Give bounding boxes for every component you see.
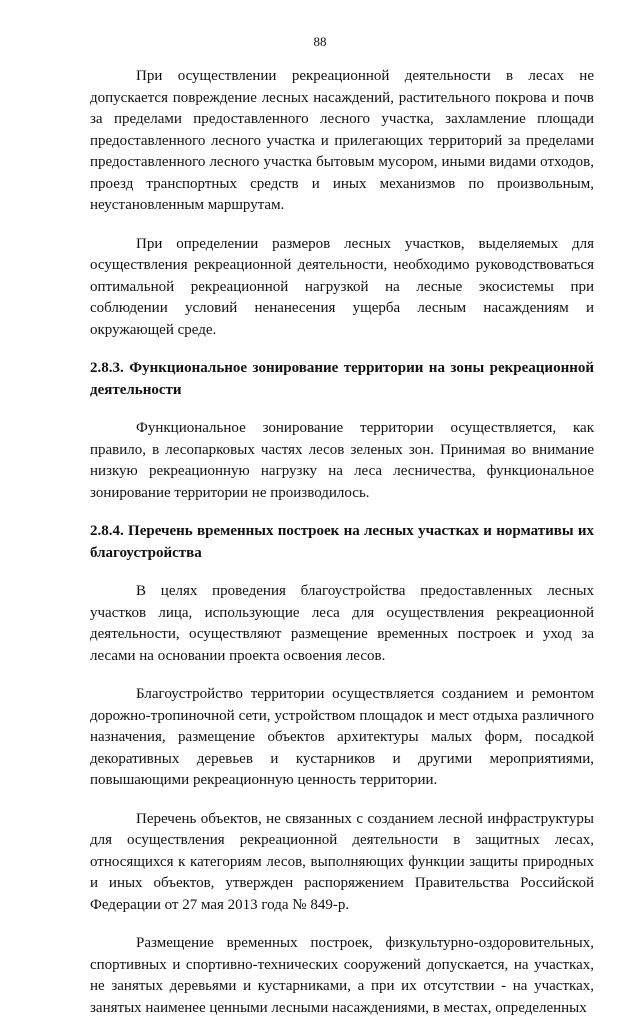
document-body: [90, 66, 594, 1019]
paragraph-recreation-restrictions: При осуществлении рекреационной деятельности в лесах не допускается повреждение лесных насаждений, растительного покрова и почв за пределами предоставленного лесного участка, захламление площади предоставленного лесного участка и прилегающих территорий за пределами предоставленного лесного участка бытовым мусором, иными видами отходов, проезд транспортных средств и иных механизмов по произвольным, неустановленным маршрутам.: [90, 68, 594, 213]
page-number: 88: [313, 34, 327, 49]
paragraph-territory-improvement: Благоустройство территории осуществляется созданием и ремонтом дорожно-тропиночной сети, устройством площадок и мест отдыха различного назначения, размещение объектов архитектуры малых форм, посадкой декоративных деревьев и кустарников и другими мероприятиями, повышающими рекреационную ценность территории.: [90, 686, 594, 788]
section-heading-2-8-3: 2.8.3. Функциональное зонирование территории на зоны рекреационной деятельности: [90, 360, 594, 398]
section-heading-2-8-4: 2.8.4. Перечень временных построек на лесных участках и нормативы их благоустройства: [90, 523, 594, 561]
paragraph-objects-list: Перечень объектов, не связанных с созданием лесной инфраструктуры для осуществления рекреационной деятельности в защитных лесах, относящихся к категориям лесов, выполняющих функции защиты природных и иных объектов, утвержден распоряжением Правительства Российской Федерации от 27 мая 2013 года № 849-р.: [90, 810, 594, 913]
paragraph-plot-size-determination: При определении размеров лесных участков, выделяемых для осуществления рекреационной деятельности, необходимо руководствоваться оптимальной рекреационной нагрузкой на лесные экосистемы при соблюдении условий ненанесения ущерба лесным насаждениям и окружающей среде.: [90, 235, 594, 338]
paragraph-improvement-purpose: В целях проведения благоустройства предоставленных лесных участков лица, использующие леса для осуществления рекреационной деятельности, осуществляют размещение временных построек и уход за лесами на основании проекта освоения лесов.: [90, 583, 594, 664]
paragraph-functional-zoning: Функциональное зонирование территории осуществляется, как правило, в лесопарковых частях лесов зеленых зон. Принимая во внимание низкую рекреационную нагрузку на леса лесничества, функциональное зонирование территории не производилось.: [90, 420, 594, 501]
paragraph-temporary-buildings: Размещение временных построек, физкультурно-оздоровительных, спортивных и спортивно-технических сооружений допускается, на участках, не занятых деревьями и кустарниками, а при их отсутствии - на участках, занятых наименее ценными лесными насаждениями, в местах, определенных: [90, 935, 594, 1016]
